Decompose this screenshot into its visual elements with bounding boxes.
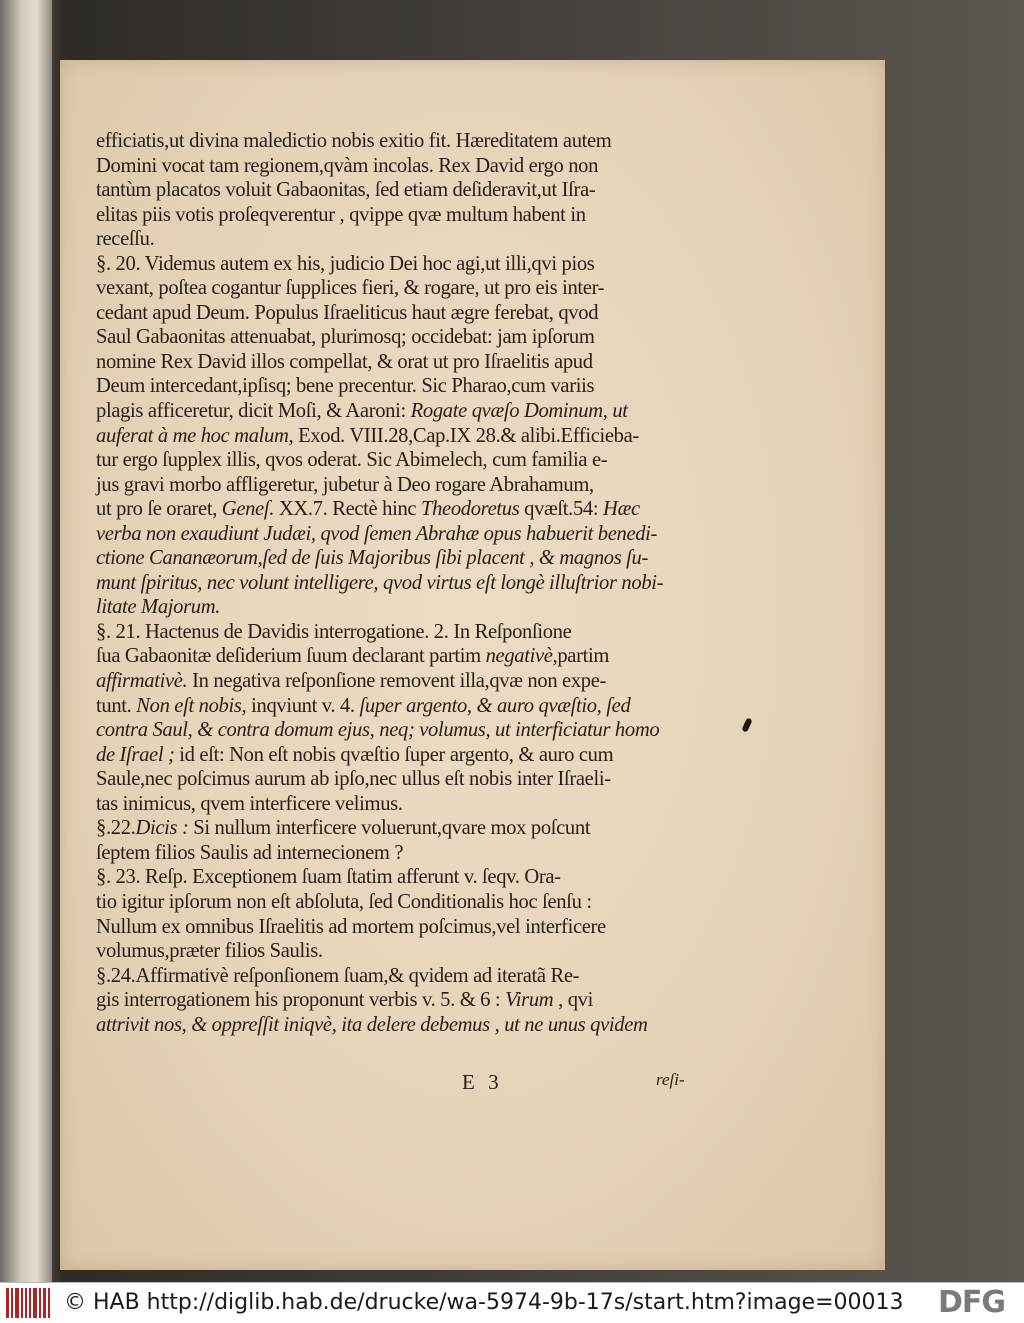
text-line xyxy=(96,227,716,252)
roman-segment: Deum intercedant,ipſisq; bene precentur. Sic Pharao,cum variis xyxy=(96,375,595,398)
italic-segment: auferat à me hoc malum, xyxy=(96,424,294,447)
roman-segment: qvæſt.54: xyxy=(519,498,604,521)
roman-segment: , qvi xyxy=(553,989,593,1012)
roman-segment: Si nullum interficere voluerunt,qvare mox poſcunt xyxy=(188,817,591,840)
text-line xyxy=(96,964,716,989)
roman-segment: Nullum ex omnibus Iſraelitis ad mortem poſcimus,vel interficere xyxy=(96,915,606,938)
roman-segment: id eſt: Non eſt nobis qvæſtio ſuper argento, & auro cum xyxy=(174,743,614,766)
dfg-logo: DFG xyxy=(938,1285,1006,1320)
text-line xyxy=(96,252,716,277)
text-line xyxy=(96,129,716,154)
italic-segment: Geneſ. xyxy=(221,498,275,521)
roman-segment: §. 23. Reſp. Exceptionem ſuam ſtatim afferunt v. ſeqv. Ora- xyxy=(96,866,561,889)
roman-segment: tas inimicus, qvem interficere velimus. xyxy=(96,792,403,815)
italic-segment: Theodoretus xyxy=(421,498,520,521)
text-line xyxy=(96,865,716,890)
roman-segment: jus gravi morbo affligeretur, jubetur à Deo rogare Abrahamum, xyxy=(96,473,594,496)
text-line xyxy=(96,276,716,301)
roman-segment: elitas piis votis proſeqverentur , qvippe qvæ multum habent in xyxy=(96,203,586,226)
text-line xyxy=(96,1013,716,1038)
italic-segment: affirmativè. xyxy=(96,670,188,693)
roman-segment: Domini vocat tam regionem,qvàm incolas. Rex David ergo non xyxy=(96,154,599,177)
text-line xyxy=(96,178,716,203)
text-line xyxy=(96,939,716,964)
text-line xyxy=(96,301,716,326)
roman-segment: volumus,præter filios Saulis. xyxy=(96,940,323,963)
italic-segment: litate Majorum. xyxy=(96,596,221,619)
italic-segment: Hæc xyxy=(603,498,640,521)
text-line xyxy=(96,767,716,792)
text-line xyxy=(96,915,716,940)
roman-segment: gis interrogationem his proponunt verbis v. 5. & 6 : xyxy=(96,989,506,1012)
hab-barcode-logo xyxy=(6,1288,50,1318)
roman-segment: vexant, poſtea cogantur ſupplices fieri, & rogare, ut pro eis inter- xyxy=(96,277,605,300)
text-line xyxy=(96,595,716,620)
text-line xyxy=(96,399,716,424)
text-line xyxy=(96,743,716,768)
book-spine-edge xyxy=(0,0,52,1282)
text-line xyxy=(96,325,716,350)
roman-segment: XX.7. Rectè hinc xyxy=(274,498,421,521)
text-line xyxy=(96,522,716,547)
roman-segment: efficiatis,ut divina maledictio nobis exitio fit. Hæreditatem autem xyxy=(96,130,612,152)
text-line xyxy=(96,448,716,473)
text-line xyxy=(96,374,716,399)
signature-mark: E 3 xyxy=(462,1070,503,1094)
roman-segment: §.24.Affirmativè reſponſionem ſuam,& qvidem ad iteratã Re- xyxy=(96,964,580,987)
text-line xyxy=(96,792,716,817)
text-line xyxy=(96,669,716,694)
italic-segment: verba non exaudiunt Judæi, qvod ſemen Abrahæ opus habuerit benedi- xyxy=(96,522,658,545)
roman-segment: plagis afficeretur, dicit Moſi, & Aaroni: xyxy=(96,400,411,423)
italic-segment: attrivit nos, & oppreſſit iniqvè, ita delere debemus , ut ne unus qvidem xyxy=(96,1013,648,1036)
page-footer xyxy=(96,1070,716,1096)
italic-segment: contra Saul, & contra domum ejus, neq; volumus, ut interficiatur homo xyxy=(96,719,660,742)
text-line xyxy=(96,890,716,915)
text-line xyxy=(96,988,716,1013)
roman-segment: In negativa reſponſione removent illa,qvæ non expe- xyxy=(187,670,607,693)
text-line xyxy=(96,644,716,669)
text-line xyxy=(96,546,716,571)
italic-segment: de Iſrael ; xyxy=(96,743,175,766)
page-text-block xyxy=(96,129,716,1037)
roman-segment: Saule,nec poſcimus aurum ab ipſo,nec ullus eſt nobis inter Iſraeli- xyxy=(96,768,611,791)
italic-segment: Dicis : xyxy=(135,817,189,840)
text-line xyxy=(96,203,716,228)
roman-segment: ſua Gabaonitæ deſiderium ſuum declarant partim xyxy=(96,645,486,668)
italic-segment: Rogate qvæſo Dominum, ut xyxy=(410,400,628,423)
roman-segment: cedant apud Deum. Populus Iſraeliticus haut ægre ferebat, qvod xyxy=(96,301,599,324)
text-line xyxy=(96,424,716,449)
italic-segment: Virum xyxy=(505,989,554,1012)
roman-segment: Exod. VIII.28,Cap.IX 28.& alibi.Efficieba- xyxy=(293,424,639,447)
roman-segment: ut pro ſe oraret, xyxy=(96,498,222,521)
roman-segment: receſſu. xyxy=(96,228,155,251)
text-line xyxy=(96,350,716,375)
text-line xyxy=(96,718,716,743)
roman-segment: tio igitur ipſorum non eſt abſoluta, ſed Conditionalis hoc ſenſu : xyxy=(96,890,592,913)
italic-segment: negativè, xyxy=(485,645,558,668)
text-line xyxy=(96,694,716,719)
italic-segment: munt ſpiritus, nec volunt intelligere, qvod virtus eſt longè illuſtrior nobi- xyxy=(96,571,664,594)
text-line xyxy=(96,154,716,179)
roman-segment: tantùm placatos voluit Gabaonitas, ſed etiam deſideravit,ut Iſra- xyxy=(96,179,596,202)
italic-segment: Non eſt nobis, xyxy=(136,694,247,717)
roman-segment: partim xyxy=(557,645,610,668)
roman-segment: tur ergo ſupplex illis, qvos oderat. Sic Abimelech, cum familia e- xyxy=(96,449,608,472)
text-line xyxy=(96,497,716,522)
text-line xyxy=(96,620,716,645)
roman-segment: §. 21. Hactenus de Davidis interrogatione. 2. In Reſponſione xyxy=(96,620,572,643)
roman-segment: inqviunt v. 4. xyxy=(246,694,360,717)
copyright-link[interactable]: © HAB http://diglib.hab.de/drucke/wa-5974-9b-17s/start.htm?image=00013 xyxy=(64,1290,904,1315)
italic-segment: ſuper argento, & auro qvæſtio, ſed xyxy=(359,694,631,717)
text-line xyxy=(96,816,716,841)
roman-segment: tunt. xyxy=(96,694,137,717)
roman-segment: §. 20. Videmus autem ex his, judicio Dei hoc agi,ut illi,qvi pios xyxy=(96,252,595,275)
text-line xyxy=(96,571,716,596)
italic-segment: ctione Cananæorum,ſed de ſuis Majoribus ſibi placent , & magnos ſu- xyxy=(96,547,648,570)
roman-segment: Saul Gabaonitas attenuabat, plurimosq; occidebat: jam ipſorum xyxy=(96,326,595,349)
text-line xyxy=(96,841,716,866)
viewer-footer-bar xyxy=(0,1282,1024,1323)
catchword: reſi- xyxy=(656,1070,685,1089)
roman-segment: ſeptem filios Saulis ad internecionem ? xyxy=(96,841,404,864)
roman-segment: nomine Rex David illos compellat, & orat ut pro Iſraelitis apud xyxy=(96,350,593,373)
roman-segment: §.22. xyxy=(96,817,136,840)
text-line xyxy=(96,473,716,498)
